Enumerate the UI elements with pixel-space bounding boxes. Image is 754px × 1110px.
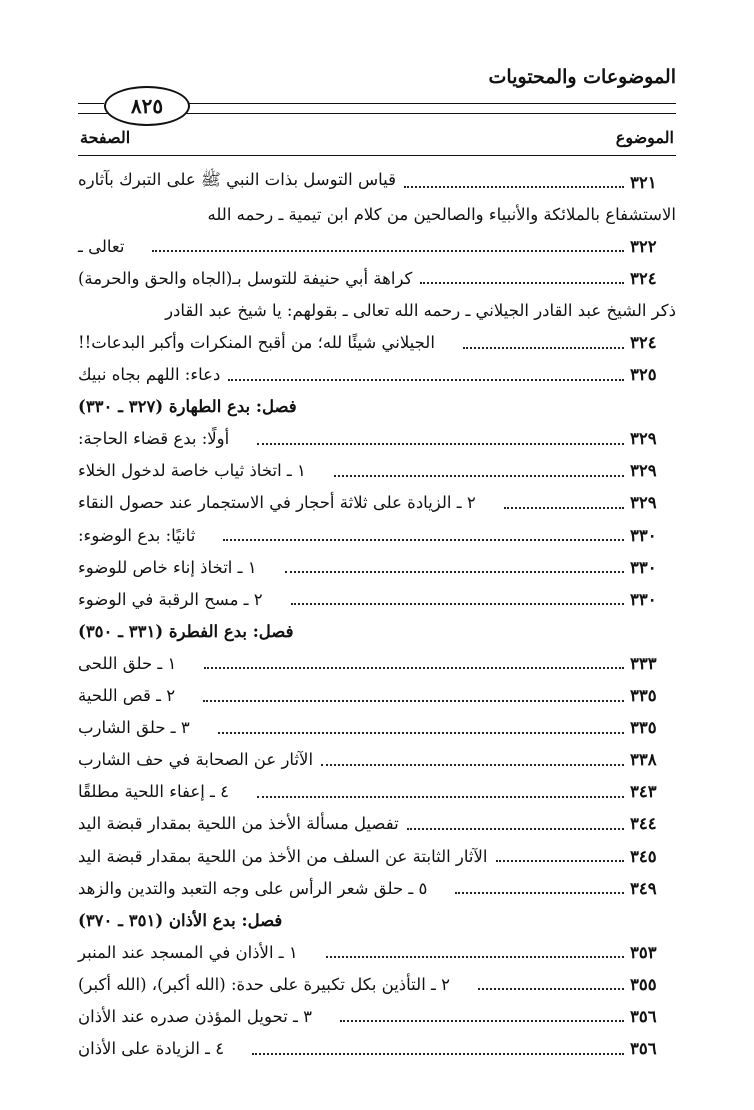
dot-leader bbox=[420, 282, 624, 284]
toc-entry bbox=[78, 423, 676, 455]
toc-entry bbox=[78, 198, 676, 230]
dot-leader bbox=[252, 1053, 624, 1055]
entry-page-number: ٣٢٤ bbox=[630, 268, 657, 288]
toc-entry bbox=[78, 712, 676, 744]
entry-page-number: ٣٢٩ bbox=[630, 429, 657, 449]
toc-entry bbox=[78, 1000, 676, 1032]
entry-title: ١ ـ الأذان في المسجد عند المنبر bbox=[78, 942, 298, 962]
toc-entry bbox=[78, 166, 676, 198]
entry-page-number: ٣٤٤ bbox=[630, 814, 657, 834]
toc-entry bbox=[78, 647, 676, 679]
entry-title: الآثار الثابتة عن السلف من الأخذ من اللحية بمقدار قبضة اليد bbox=[78, 846, 488, 866]
dot-leader bbox=[291, 603, 624, 605]
toc-entry bbox=[78, 936, 676, 968]
dot-leader bbox=[455, 892, 624, 894]
entry-page-number: ٣٤٥ bbox=[630, 846, 657, 866]
dot-leader bbox=[204, 667, 624, 669]
entry-page-number: ٣٣٨ bbox=[630, 750, 657, 770]
dot-leader bbox=[334, 475, 624, 477]
toc-entry bbox=[78, 519, 676, 551]
header-rule-right bbox=[186, 103, 676, 104]
entry-title: الآثار عن الصحابة في حف الشارب bbox=[78, 750, 314, 770]
toc-entry bbox=[78, 744, 676, 776]
entry-title: ١ ـ اتخاذ ثياب خاصة لدخول الخلاء bbox=[78, 461, 306, 481]
dot-leader bbox=[404, 186, 624, 188]
dot-leader bbox=[504, 507, 624, 509]
entry-title: ٣ ـ تحويل المؤذن صدره عند الأذان bbox=[78, 1006, 312, 1026]
toc-entry bbox=[78, 294, 676, 326]
entry-title: ٢ ـ قص اللحية bbox=[78, 686, 176, 706]
entry-page-number: ٣٣٥ bbox=[630, 718, 657, 738]
entry-page-number: ٣٥٦ bbox=[630, 1006, 657, 1026]
toc-entry bbox=[78, 840, 676, 872]
dot-leader bbox=[326, 956, 624, 958]
entry-title: ذكر الشيخ عبد القادر الجيلاني ـ رحمه الله تعالى ـ بقولهم: يا شيخ عبد القادر bbox=[165, 300, 676, 320]
entry-title: ١ ـ حلق اللحى bbox=[78, 653, 177, 673]
dot-leader bbox=[285, 571, 624, 573]
entry-page-number: ٣٣٠ bbox=[630, 557, 657, 577]
toc-entry bbox=[78, 776, 676, 808]
toc-entry bbox=[78, 359, 676, 391]
entry-page-number: ٣٣٠ bbox=[630, 589, 657, 609]
entry-title: ١ ـ اتخاذ إناء خاص للوضوء bbox=[78, 557, 257, 577]
toc-entry bbox=[78, 808, 676, 840]
dot-leader bbox=[496, 860, 624, 862]
dot-leader bbox=[407, 828, 624, 830]
section-heading bbox=[78, 391, 676, 423]
entry-page-number: ٣٤٩ bbox=[630, 878, 657, 898]
entry-title: تعالى ـ bbox=[78, 236, 125, 256]
entry-title: الاستشفاع بالملائكة والأنبياء والصالحين من كلام ابن تيمية ـ رحمه الله bbox=[207, 204, 676, 224]
toc-entry bbox=[78, 262, 676, 294]
toc-entry bbox=[78, 455, 676, 487]
column-header-rule bbox=[78, 155, 676, 156]
dot-leader bbox=[218, 732, 624, 734]
toc-entry bbox=[78, 583, 676, 615]
entry-page-number: ٣٢٩ bbox=[630, 493, 657, 513]
entry-page-number: ٣٥٣ bbox=[630, 942, 657, 962]
entry-title: فصل: بدع الطهارة (٣٢٧ ـ ٣٣٠) bbox=[78, 397, 297, 417]
entry-title: أولًا: بدع قضاء الحاجة: bbox=[78, 429, 230, 449]
entry-page-number: ٣٥٦ bbox=[630, 1039, 657, 1059]
entry-title: ٢ ـ التأذين بكل تكبيرة على حدة: (الله أكبر)، (الله أكبر) bbox=[78, 974, 450, 994]
entry-page-number: ٣٥٥ bbox=[630, 974, 657, 994]
toc-entry bbox=[78, 680, 676, 712]
header-rule-left bbox=[78, 103, 104, 104]
dot-leader bbox=[152, 250, 624, 252]
toc-entry bbox=[78, 968, 676, 1000]
toc-entry bbox=[78, 326, 676, 358]
entry-title: ٣ ـ حلق الشارب bbox=[78, 718, 190, 738]
dot-leader bbox=[223, 539, 624, 541]
dot-leader bbox=[257, 443, 624, 445]
toc-entry bbox=[78, 487, 676, 519]
section-heading bbox=[78, 904, 676, 936]
entry-title: ثانيًا: بدع الوضوء: bbox=[78, 525, 196, 545]
section-heading bbox=[78, 615, 676, 647]
entry-title: فصل: بدع الأذان (٣٥١ ـ ٣٧٠) bbox=[78, 910, 283, 930]
entry-title: ٤ ـ الزيادة على الأذان bbox=[78, 1039, 225, 1059]
dot-leader bbox=[203, 700, 624, 702]
entry-page-number: ٣٢٢ bbox=[630, 236, 657, 256]
toc-entry bbox=[78, 230, 676, 262]
dot-leader bbox=[463, 347, 624, 349]
entry-page-number: ٣٣٠ bbox=[630, 525, 657, 545]
toc-entry bbox=[78, 551, 676, 583]
entry-title: ٢ ـ مسح الرقبة في الوضوء bbox=[78, 589, 263, 609]
page-number-badge: ٨٢٥ bbox=[104, 86, 190, 126]
column-header-topic: الموضوع bbox=[615, 128, 674, 147]
column-header-page: الصفحة bbox=[80, 128, 131, 147]
entry-page-number: ٣٤٣ bbox=[630, 782, 657, 802]
entry-title: فصل: بدع الفطرة (٣٣١ ـ ٣٥٠) bbox=[78, 621, 294, 641]
toc-entry bbox=[78, 1033, 676, 1065]
entry-page-number: ٣٢٤ bbox=[630, 333, 657, 353]
entry-title: كراهة أبي حنيفة للتوسل بـ(الجاه والحق والحرمة) bbox=[78, 268, 413, 288]
entry-page-number: ٣٢٥ bbox=[630, 365, 657, 385]
entry-page-number: ٣٢١ bbox=[630, 172, 657, 192]
dot-leader bbox=[228, 379, 624, 381]
dot-leader bbox=[478, 988, 624, 990]
entry-title: دعاء: اللهم بجاه نبيك bbox=[78, 365, 221, 385]
entry-page-number: ٣٢٩ bbox=[630, 461, 657, 481]
running-title: الموضوعات والمحتويات bbox=[488, 66, 676, 88]
entry-title: الجيلاني شيئًا لله؛ من أقبح المنكرات وأكبر البدعات!! bbox=[78, 333, 435, 353]
entry-title: تفصيل مسألة الأخذ من اللحية بمقدار قبضة اليد bbox=[78, 814, 399, 834]
dot-leader bbox=[321, 764, 624, 766]
dot-leader bbox=[340, 1020, 624, 1022]
entry-title: ٤ ـ إعفاء اللحية مطلقًا bbox=[78, 782, 230, 802]
table-of-contents bbox=[78, 166, 676, 1065]
entry-page-number: ٣٣٣ bbox=[630, 653, 657, 673]
entry-title: ٥ ـ حلق شعر الرأس على وجه التعبد والتدين والزهد bbox=[78, 878, 428, 898]
entry-title: ٢ ـ الزيادة على ثلاثة أحجار في الاستجمار عند حصول النقاء bbox=[78, 493, 476, 513]
dot-leader bbox=[257, 796, 624, 798]
toc-entry bbox=[78, 872, 676, 904]
entry-page-number: ٣٣٥ bbox=[630, 686, 657, 706]
entry-title: قياس التوسل بذات النبي ﷺ على التبرك بآثاره bbox=[78, 170, 396, 190]
